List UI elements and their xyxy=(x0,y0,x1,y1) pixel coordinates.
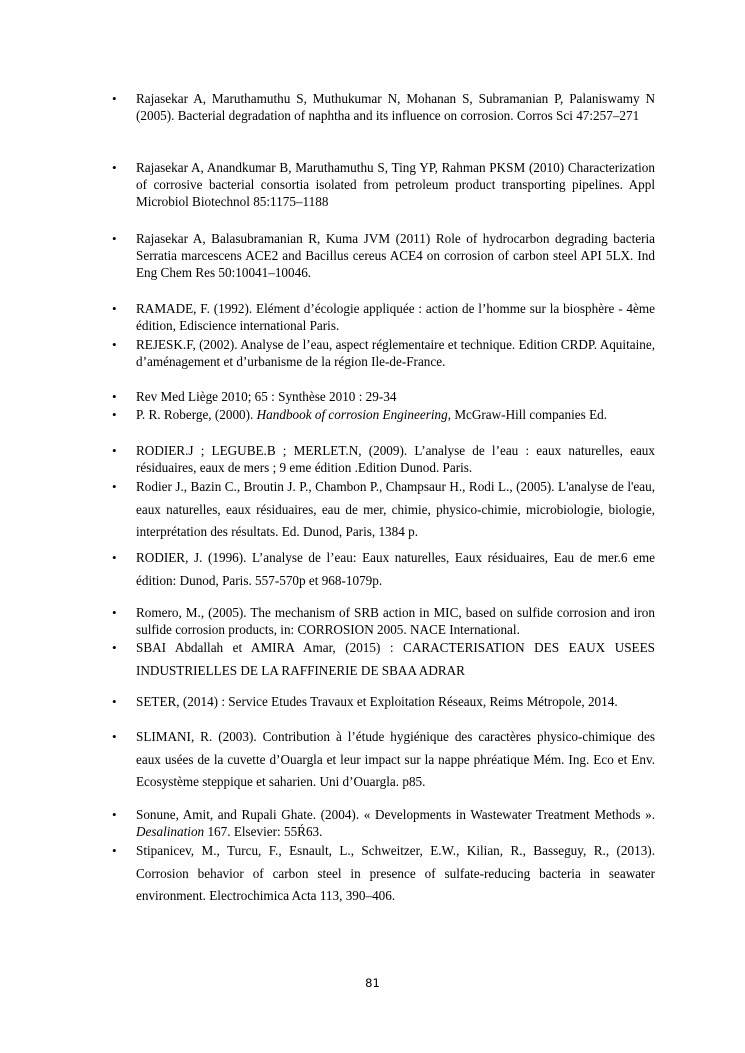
bullet-icon: • xyxy=(112,807,117,822)
reference-item xyxy=(112,637,655,682)
reference-text: RODIER, J. (1996). L’analyse de l’eau: Eaux naturelles, Eaux résiduaires, Eau de mer.6 eme édition: Dunod, Paris. 557-570p et 968-1079p. xyxy=(136,550,655,588)
reference-text: Rajasekar A, Anandkumar B, Maruthamuthu S, Ting YP, Rahman PKSM (2010) Characterization of corrosive bacterial consortia isolated from petroleum product transporting pipelines. Appl Microbiol Biotechnol 85:1175–1188 xyxy=(136,160,655,209)
reference-item xyxy=(112,726,655,794)
bullet-icon: • xyxy=(112,389,117,404)
reference-text: REJESK.F, (2002). Analyse de l’eau, aspect réglementaire et technique. Edition CRDP. Aquitaine, d’aménagement et d’urbanisme de la région Ile-de-France. xyxy=(136,337,655,369)
reference-text: Rodier J., Bazin C., Broutin J. P., Chambon P., Champsaur H., Rodi L., (2005). L'analyse de l'eau, eaux naturelles, eaux résiduaires, eau de mer, chimie, physico-chimie, microbiologie, biologie, interprétation des résultats. Ed. Dunod, Paris, 1384 p. xyxy=(136,479,655,539)
bullet-icon: • xyxy=(112,443,117,458)
reference-text: Rajasekar A, Balasubramanian R, Kuma JVM (2011) Role of hydrocarbon degrading bacteria Serratia marcescens ACE2 and Bacillus cereus ACE4 on corrosion of carbon steel API 5LX. Ind Eng Chem Res 50:10041–10046. xyxy=(136,231,655,280)
bullet-icon: • xyxy=(112,694,117,709)
reference-text: RODIER.J ; LEGUBE.B ; MERLET.N, (2009). L’analyse de l’eau : eaux naturelles, eaux résiduaires, eaux de mers ; 9 eme édition .Edition Dunod. Paris. xyxy=(136,443,655,475)
bullet-icon: • xyxy=(112,301,117,316)
bullet-icon: • xyxy=(112,160,117,175)
bullet-icon: • xyxy=(112,605,117,620)
reference-item xyxy=(112,300,655,334)
bullet-icon: • xyxy=(112,640,117,655)
book-title: Handbook of corrosion Engineering xyxy=(256,407,448,422)
reference-text: RAMADE, F. (1992). Elément d’écologie appliquée : action de l’homme sur la biosphère - 4ème édition, Ediscience international Paris. xyxy=(136,301,655,333)
reference-text: SETER, (2014) : Service Etudes Travaux et Exploitation Réseaux, Reims Métropole, 2014. xyxy=(136,694,618,709)
bullet-icon: • xyxy=(112,337,117,352)
reference-text: SBAI Abdallah et AMIRA Amar, (2015) : CARACTERISATION DES EAUX USEES INDUSTRIELLES DE LA RAFFINERIE DE SBAA ADRAR xyxy=(136,640,655,678)
page-number: 81 xyxy=(365,976,380,990)
reference-item xyxy=(112,547,655,592)
reference-item xyxy=(112,159,655,210)
reference-item xyxy=(112,230,655,281)
bullet-icon: • xyxy=(112,407,117,422)
reference-text: Rajasekar A, Maruthamuthu S, Muthukumar N, Mohanan S, Subramanian P, Palaniswamy N (2005). Bacterial degradation of naphtha and its influence on corrosion. Corros Sci 47:257–271 xyxy=(136,91,655,123)
reference-item xyxy=(112,336,655,370)
bullet-icon: • xyxy=(112,231,117,246)
reference-item xyxy=(112,693,655,710)
reference-item xyxy=(112,388,655,405)
reference-item xyxy=(112,604,655,638)
journal-title: Desalination xyxy=(136,824,205,839)
bullet-icon: • xyxy=(112,843,117,858)
bullet-icon: • xyxy=(112,729,117,744)
reference-text: Romero, M., (2005). The mechanism of SRB action in MIC, based on sulfide corrosion and iron sulfide corrosion products, in: CORROSION 2005. NACE International. xyxy=(136,605,655,637)
reference-text: Sonune, Amit, and Rupali Ghate. (2004). « Developments in Wastewater Treatment Methods ». Desalination 167. Elsevier: 55Ŕ63. xyxy=(136,807,655,839)
bullet-icon: • xyxy=(112,479,117,494)
reference-text: Stipanicev, M., Turcu, F., Esnault, L., Schweitzer, E.W., Kilian, R., Basseguy, R., (2013). Corrosion behavior of carbon steel in presence of sulfate-reducing bacteria in seawater environment. Electrochimica Acta 113, 390–406. xyxy=(136,843,655,903)
reference-item xyxy=(112,840,655,908)
reference-item xyxy=(112,442,655,476)
reference-item xyxy=(112,406,655,423)
reference-text: Rev Med Liège 2010; 65 : Synthèse 2010 : 29-34 xyxy=(136,389,397,404)
reference-text: P. R. Roberge, (2000). Handbook of corrosion Engineering, McGraw-Hill companies Ed. xyxy=(136,407,608,422)
reference-item xyxy=(112,476,655,544)
reference-item xyxy=(112,806,655,840)
bullet-icon: • xyxy=(112,91,117,106)
reference-text: SLIMANI, R. (2003). Contribution à l’étude hygiénique des caractères physico-chimique des eaux usées de la cuvette d’Ouargla et leur impact sur la nappe phréatique Mém. Ing. Eco et Env. Ecosystème steppique et saharien. Uni d’Ouargla. p85. xyxy=(136,729,655,789)
bullet-icon: • xyxy=(112,550,117,565)
reference-item xyxy=(112,90,655,124)
